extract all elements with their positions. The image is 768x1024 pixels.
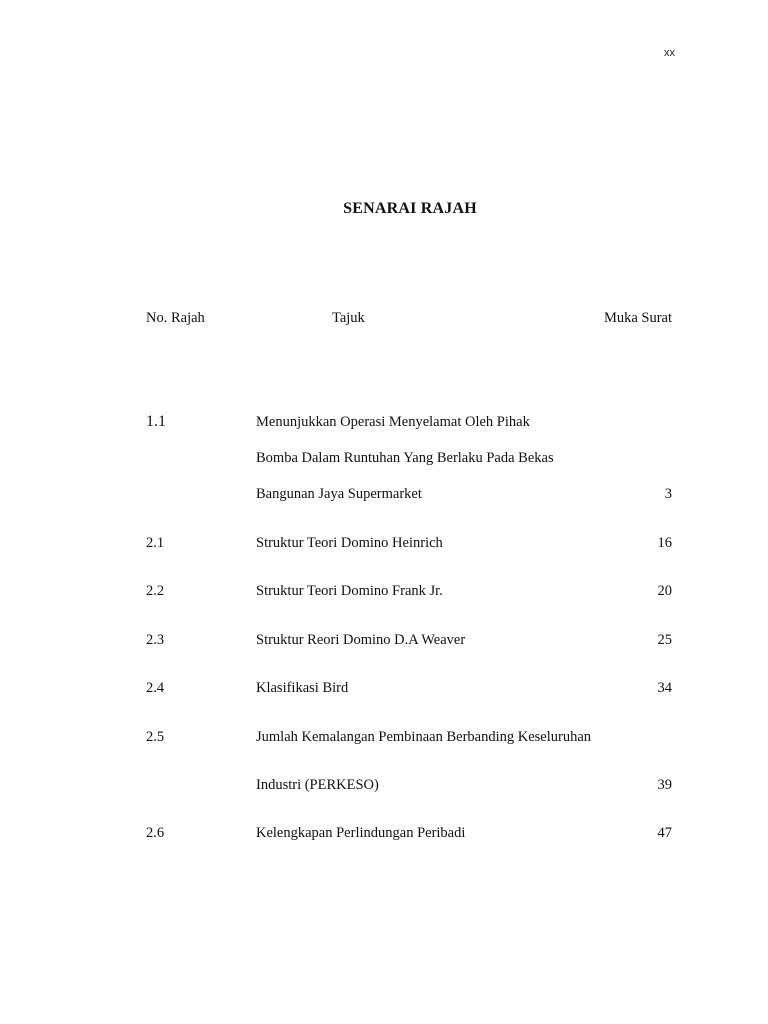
entry-title-line: Kelengkapan Perlindungan Peribadi	[256, 825, 466, 841]
entry-page-number: 20	[657, 583, 672, 599]
entry-page-number: 3	[664, 486, 672, 502]
entry-page-number: 25	[657, 632, 672, 648]
entry-title-line: Struktur Teori Domino Heinrich	[256, 535, 443, 551]
entry-title-line: Klasifikasi Bird	[256, 680, 349, 696]
column-header-muka-surat: Muka Surat	[603, 310, 672, 326]
entry-page-number: 39	[657, 777, 672, 793]
entry-number: 2.3	[146, 632, 165, 648]
entry-number: 2.6	[146, 825, 165, 841]
entry-title-line: Menunjukkan Operasi Menyelamat Oleh Pihak	[256, 414, 530, 430]
entry-number: 2.4	[146, 680, 165, 696]
entry-title-line: Jumlah Kemalangan Pembinaan Berbanding Keseluruhan	[256, 729, 592, 745]
entry-page-number: 16	[657, 535, 672, 551]
entry-title-line: Bangunan Jaya Supermarket	[256, 486, 422, 502]
entry-title-line: Struktur Reori Domino D.A Weaver	[256, 632, 466, 648]
entry-number: 2.5	[146, 729, 165, 745]
entry-title-line: Bomba Dalam Runtuhan Yang Berlaku Pada Bekas	[256, 450, 554, 466]
entry-page-number: 34	[657, 680, 672, 696]
entry-title-line: Struktur Teori Domino Frank Jr.	[256, 583, 443, 599]
entry-number: 2.2	[146, 583, 165, 599]
entry-number: 1.1	[146, 413, 166, 430]
entry-page-number: 47	[657, 825, 672, 841]
column-header-no: No. Rajah	[146, 310, 205, 326]
entry-number: 2.1	[146, 535, 165, 551]
entry-title-line: Industri (PERKESO)	[256, 777, 379, 793]
page-title: SENARAI RAJAH	[343, 200, 477, 217]
column-header-tajuk: Tajuk	[332, 310, 365, 326]
page-number: xx	[664, 47, 675, 59]
